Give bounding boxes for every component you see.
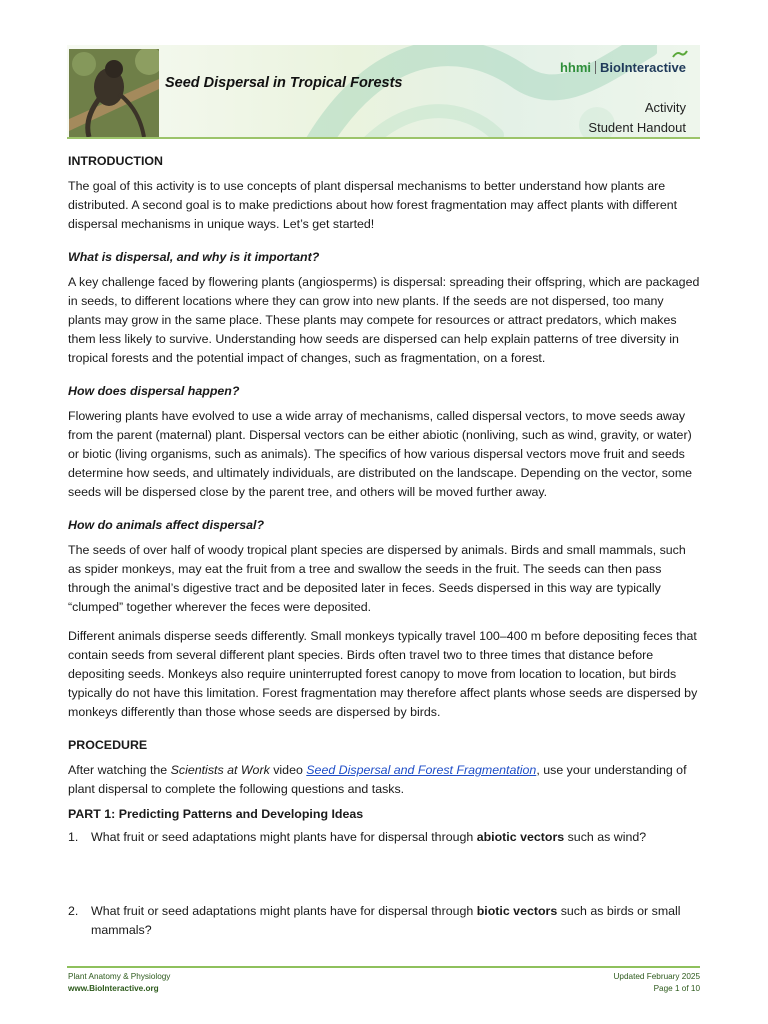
question-2 xyxy=(68,902,700,940)
question-1-text xyxy=(91,828,700,847)
section-heading-animals-dispersal: How do animals affect dispersal? xyxy=(68,518,265,532)
footer-rule xyxy=(67,966,700,968)
video-link[interactable]: Seed Dispersal and Forest Fragmentation xyxy=(306,763,537,777)
footer-website-link[interactable]: www.BioInteractive.org xyxy=(68,984,159,993)
procedure-paragraph xyxy=(68,761,700,799)
doc-type-activity: Activity xyxy=(644,100,686,115)
dispersal-importance-paragraph: A key challenge faced by flowering plants (angiosperms) is dispersal: spreading their offspring, which are packaged in seeds, to different locations where they can grow into new plants. If the seeds are not dispersed, too many plants may grow in the same place. These plants may compete for resources or attract predators, which makes them less likely to survive. Understanding how seeds are dispersed can help explain patterns of tree diversity in tropical forests and the potential impact of changes, such as fragmentation, on a forest. xyxy=(68,275,700,365)
biointeractive-logo xyxy=(560,60,686,75)
question-1-text-before: What fruit or seed adaptations might plants have for dispersal through xyxy=(91,830,477,844)
logo-separator xyxy=(595,61,596,74)
footer-left xyxy=(68,971,170,995)
question-2-text-before: What fruit or seed adaptations might plants have for dispersal through xyxy=(91,904,477,918)
introduction-heading: INTRODUCTION xyxy=(68,154,163,168)
question-1-number: 1. xyxy=(68,830,79,844)
question-2-text xyxy=(91,902,700,940)
footer-page-number: Page 1 of 10 xyxy=(653,984,700,993)
question-1 xyxy=(68,828,700,847)
header-banner xyxy=(67,45,700,139)
logo-hhmi-text: hhmi xyxy=(559,60,592,75)
animals-dispersal-paragraph-2: Different animals disperse seeds differently. Small monkeys typically travel 100–400 m before depositing feces that contain seeds from several different plant species. Birds often travel two to three times that distance before depositing seeds. Monkeys also require uninterrupted forest canopy to move from location to location, but birds typically do not have this limitation. Forest fragmentation may therefore affect plants whose seeds are dispersed by monkeys differently than those whose seeds are dispersed by birds. xyxy=(68,629,698,719)
answer-space-1[interactable] xyxy=(68,847,700,902)
doc-type-student-handout: Student Handout xyxy=(588,120,686,135)
section-heading-dispersal-how: How does dispersal happen? xyxy=(68,384,240,398)
footer-right xyxy=(614,971,700,995)
question-2-bold-term: biotic vectors xyxy=(476,904,558,918)
procedure-text-before: After watching the xyxy=(68,763,171,777)
dispersal-how-paragraph: Flowering plants have evolved to use a wide array of mechanisms, called dispersal vectors, to move seeds away from the parent (maternal) plant. Dispersal vectors can be either abiotic (nonliving, such as wind, gravity, or water) or biotic (living organisms, such as animals). The specifics of how various dispersal vectors move fruit and seeds determine how seeds, and ultimately individuals, are distributed on the landscape. Depending on the vector, some seeds will be dispersed close by the parent tree, and others will be moved further away. xyxy=(68,409,693,499)
introduction-paragraph: The goal of this activity is to use concepts of plant dispersal mechanisms to better understand how plants are distributed. A second goal is to make predictions about how forest fragmentation may affect plants with different dispersal mechanisms in unique ways. Let’s get started! xyxy=(68,179,678,231)
procedure-text-after: , use your understanding of plant dispersal to complete the following questions and tasks. xyxy=(68,763,687,796)
procedure-heading: PROCEDURE xyxy=(68,738,148,752)
part1-heading: PART 1: Predicting Patterns and Developing Ideas xyxy=(68,807,364,821)
question-2-text-after: such as birds or small mammals? xyxy=(91,904,681,937)
document-title: Seed Dispersal in Tropical Forests xyxy=(165,75,403,91)
question-1-bold-term: abiotic vectors xyxy=(476,830,565,844)
logo-biointeractive-text: BioInteractive xyxy=(600,60,686,75)
lizard-icon xyxy=(672,49,688,59)
footer-updated-date: Updated February 2025 xyxy=(613,972,700,981)
footer-course: Plant Anatomy & Physiology xyxy=(68,972,171,981)
section-heading-dispersal-importance: What is dispersal, and why is it important? xyxy=(68,250,320,264)
document-type xyxy=(588,98,686,138)
monkey-photo xyxy=(69,49,159,137)
question-1-text-after: such as wind? xyxy=(564,830,647,844)
procedure-text-video: video xyxy=(269,763,307,777)
procedure-series-name: Scientists at Work xyxy=(170,763,270,777)
question-2-number: 2. xyxy=(68,904,79,918)
animals-dispersal-paragraph-1: The seeds of over half of woody tropical plant species are dispersed by animals. Birds and small mammals, such as spider monkeys, may eat the fruit from a tree and swallow the seeds in the fruit. The seeds can then pass through the animal’s digestive tract and be deposited later in feces. Seeds dispersed in this way are typically “clumped” together wherever the feces were deposited. xyxy=(68,543,686,614)
document-body xyxy=(68,152,700,940)
